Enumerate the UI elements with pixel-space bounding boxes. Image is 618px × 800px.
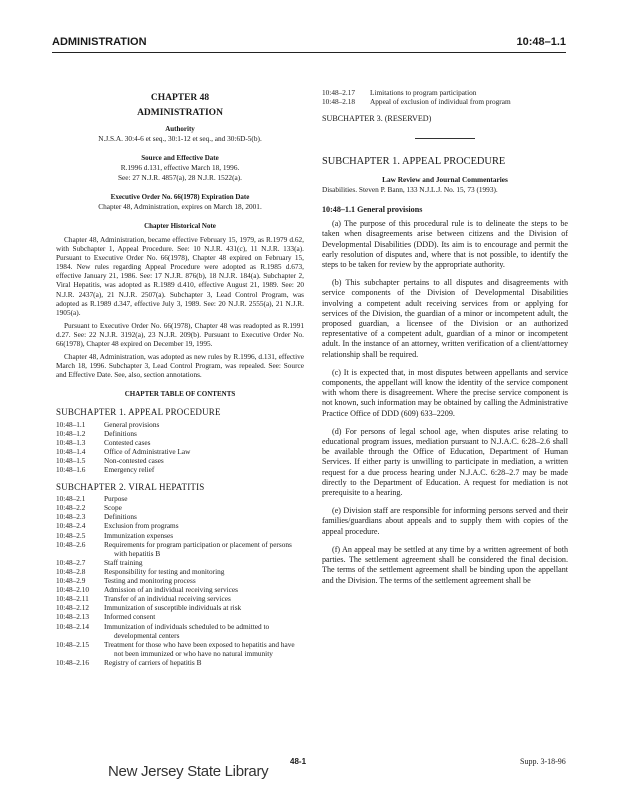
left-column xyxy=(56,88,304,667)
toc-entry-title: Contested cases xyxy=(104,437,151,447)
toc-entry-number: 10:48–2.2 xyxy=(56,503,86,513)
toc-entry-title: Immunization of individuals scheduled to be admitted to developmental centers xyxy=(104,621,270,640)
toc-entry-number: 10:48–1.2 xyxy=(56,428,86,438)
toc-entry-number: 10:48–2.11 xyxy=(56,594,89,604)
toc-entry xyxy=(56,594,304,603)
toc-entry xyxy=(56,612,304,621)
subchapter-3-title: SUBCHAPTER 3. (RESERVED) xyxy=(322,114,432,124)
toc-entry-title: Requirements for program participation or placement of persons with hepatitis B xyxy=(104,539,292,558)
toc-entry-number: 10:48–1.1 xyxy=(56,419,86,429)
running-header xyxy=(52,36,566,53)
toc-entry-title: Exclusion from programs xyxy=(104,521,179,531)
toc-entry-number: 10:48–2.1 xyxy=(56,494,86,504)
subchapter-1-title: SUBCHAPTER 1. APPEAL PROCEDURE xyxy=(56,407,221,418)
right-column xyxy=(322,88,568,586)
toc-entry xyxy=(56,503,304,512)
authority-label: Authority xyxy=(165,125,195,134)
toc-entry xyxy=(56,540,304,558)
toc-entry xyxy=(56,658,304,667)
law-review-text: Disabilities. Steven P. Bann, 133 N.J.L.J. No. 15, 73 (1993). xyxy=(322,184,498,194)
toc-entry xyxy=(56,576,304,585)
toc-entry-number: 10:48–2.8 xyxy=(56,566,86,576)
toc-entry xyxy=(56,456,304,465)
toc-entry-number: 10:48–2.9 xyxy=(56,576,86,586)
source-text-1: R.1996 d.131, effective March 18, 1996. xyxy=(120,163,240,173)
toc-entry-number: 10:48–1.6 xyxy=(56,465,86,474)
toc-entry xyxy=(56,521,304,530)
toc-entry xyxy=(56,465,304,474)
page-number: 48-1 xyxy=(290,757,307,766)
toc-entry-title: Informed consent xyxy=(104,612,156,622)
toc-entry-number: 10:48–2.6 xyxy=(56,539,86,549)
toc-entry xyxy=(56,420,304,429)
history-paragraph-2: Pursuant to Executive Order No. 66(1978), Chapter 48 was readopted as R.1991 d.27. See: 22 N.J.R. 3192(a), 23 N.J.R. 209(b). Pursuant to Executive Order No. 66(1978), Chapter 48 expired on December 19, 1995. xyxy=(56,320,304,348)
toc-entry-number: 10:48–2.12 xyxy=(56,603,90,613)
toc-entry-title: Testing and monitoring process xyxy=(104,576,196,586)
toc-entry-number: 10:48–2.13 xyxy=(56,612,90,622)
source-label: Source and Effective Date xyxy=(141,154,219,163)
toc-entry xyxy=(56,622,304,640)
authority-text: N.J.S.A. 30:4-6 et seq., 30:1-12 et seq., and 30:6D-5(b). xyxy=(98,134,262,144)
paragraph-c: (c) It is expected that, in most disputes between appellants and service components, the appellant will know the identity of the service component with whom there is disagreement. Where the precise service component is not known, such information may be obtained by calling the Administrative Practice Office of DDD (609) 633–2209. xyxy=(322,367,568,418)
toc-entry-number: 10:48–2.7 xyxy=(56,557,86,567)
toc-entry-number: 10:48–2.14 xyxy=(56,621,90,631)
toc-entry-title: Limitations to program participation xyxy=(370,88,477,97)
toc-entry xyxy=(56,447,304,456)
paragraph-d: (d) For persons of legal school age, when disputes arise relating to educational program issues, mediation pursuant to N.J.A.C. 6:28–2.6 shall be available through the Office of Education, Department of Human Services. If either party is unwilling to participate in mediation, a written request for a due process hearing under N.J.A.C. 6:28–2.7 may be made directly to the Department of Education. A request for mediation is not prerequisite to a hearing. xyxy=(322,426,568,498)
toc-entry xyxy=(322,97,568,106)
toc-entry-number: 10:48–1.5 xyxy=(56,455,86,465)
toc-entry-title: Treatment for those who have been exposed to hepatitis and have not been immunized or who have no natural immunity xyxy=(104,639,295,658)
paragraph-a: (a) The purpose of this procedural rule is to delineate the steps to be taken when disagreements arise between citizens and the Division of Developmental Disabilities (DDD). Its aim is to encourage and permit the early resolution of disputes and, where that is not possible, to identify the steps to be taken for review by the appropriate authority. xyxy=(322,219,568,270)
toc-entry xyxy=(56,640,304,658)
paragraph-b: (b) This subchapter pertains to all disputes and disagreements with service components of the Division of Developmental Disabilities involving a competent adult receiving services from or applying for services of the Division, the guardian of a minor or incompetent adult, the proposed guardian, a licensee of the Division or an authorized representative of a competent adult, guardian of a minor or incompetent adult. In the instance of an attorney, written verification of a client/attorney relationship shall be required. xyxy=(322,278,568,359)
toc-entry xyxy=(322,88,568,97)
toc-entry-title: Immunization expenses xyxy=(104,530,174,540)
toc-entry xyxy=(56,512,304,521)
history-label: Chapter Historical Note xyxy=(144,221,216,230)
toc-entry xyxy=(56,603,304,612)
divider xyxy=(415,138,475,139)
toc-entry-title: Office of Administrative Law xyxy=(104,446,191,456)
toc-entry-number: 10:48–2.17 xyxy=(322,88,356,97)
header-title: ADMINISTRATION xyxy=(52,36,147,48)
law-review-label: Law Review and Journal Commentaries xyxy=(382,174,508,184)
toc-entry-number: 10:48–2.4 xyxy=(56,521,86,531)
toc-entry-title: Purpose xyxy=(104,494,128,504)
exec-order-text: Chapter 48, Administration, expires on March 18, 2001. xyxy=(98,201,262,211)
toc-entry xyxy=(56,567,304,576)
toc-entry-title: Emergency relief xyxy=(104,465,155,474)
toc-label: CHAPTER TABLE OF CONTENTS xyxy=(124,390,236,399)
toc-entry xyxy=(56,494,304,503)
toc-entry-number: 10:48–2.16 xyxy=(56,657,90,667)
toc-entry-title: Registry of carriers of hepatitis B xyxy=(104,657,202,667)
subchapter-1-heading: SUBCHAPTER 1. APPEAL PROCEDURE xyxy=(322,156,506,168)
toc-entry-title: Definitions xyxy=(104,428,137,438)
toc-entry-title: Transfer of an individual receiving services xyxy=(104,594,231,604)
toc-entry-title: Immunization of susceptible individuals at risk xyxy=(104,603,242,613)
toc-entry-title: Non-contested cases xyxy=(104,455,164,465)
header-section: 10:48–1.1 xyxy=(516,36,566,48)
toc-entry xyxy=(56,558,304,567)
subchapter-2-list xyxy=(56,494,304,667)
chapter-title: ADMINISTRATION xyxy=(137,108,223,119)
history-paragraph-1: Chapter 48, Administration, became effective February 15, 1979, as R.1979 d.62, with Subchapter 1, Appeal Procedure. See: 10 N.J.R. 431(c), 11 N.J.R. 133(a). Pursuant to Executive Order No. 66(1978), Chapter 48 expired on February 15, 1984. New rules regarding Appeal Procedure were adopted as R.1985 d.673, effective January 21, 1986. See: 17 N.J.R. 876(b), 18 N.J.R. 184(a). Subchapter 2, Viral Hepatitis, was adopted as R.1989 d.410, effective August 21, 1989. See: 20 N.J.R. 2437(a), 21 N.J.R. 2507(a). Subchapter 3, Lead Control Program, was adopted as R.1989 d.347, effective July 3, 1989. See: 20 N.J.R. 2555(a), 21 N.J.R. 1905(a). xyxy=(56,234,304,317)
toc-continued-list xyxy=(322,88,568,106)
toc-entry-title: General provisions xyxy=(104,419,160,429)
toc-entry-title: Definitions xyxy=(104,512,137,522)
library-stamp: New Jersey State Library xyxy=(108,763,269,780)
toc-entry-title: Scope xyxy=(104,503,122,513)
exec-order-label: Executive Order No. 66(1978) Expiration Date xyxy=(110,192,250,201)
toc-entry-number: 10:48–2.5 xyxy=(56,530,86,540)
toc-entry xyxy=(56,585,304,594)
subchapter-1-list xyxy=(56,420,304,475)
toc-entry xyxy=(56,429,304,438)
toc-entry-title: Appeal of exclusion of individual from program xyxy=(370,97,511,107)
chapter-number: CHAPTER 48 xyxy=(150,93,210,103)
toc-entry-title: Staff training xyxy=(104,557,143,567)
toc-entry xyxy=(56,531,304,540)
history-paragraph-3: Chapter 48, Administration, was adopted as new rules by R.1996, d.131, effective March 18, 1996. Subchapter 3, Lead Control Program, was repealed. See: Source and Effective Date. See, also, section annotations. xyxy=(56,352,304,380)
paragraph-e: (e) Division staff are responsible for informing persons served and their families/guardians about appeals and to supply them with copies of the appeal procedure. xyxy=(322,506,568,536)
supplement-date: Supp. 3-18-96 xyxy=(520,757,566,766)
toc-entry-number: 10:48–1.3 xyxy=(56,437,86,447)
toc-entry-number: 10:48–2.18 xyxy=(322,97,356,107)
paragraph-f: (f) An appeal may be settled at any time by a written agreement of both parties. The settlement agreement shall be considered the final decision. The terms of the settlement agreement shall be binding upon the appellant and the Division. The terms of the settlement agreement shall be xyxy=(322,544,568,585)
toc-entry-number: 10:48–2.3 xyxy=(56,512,86,522)
toc-entry-number: 10:48–2.10 xyxy=(56,585,90,595)
toc-entry-title: Responsibility for testing and monitoring xyxy=(104,566,225,576)
toc-entry-number: 10:48–2.15 xyxy=(56,639,90,649)
subchapter-2-title: SUBCHAPTER 2. VIRAL HEPATITIS xyxy=(56,482,205,493)
toc-entry xyxy=(56,438,304,447)
source-text-2: See: 27 N.J.R. 4857(a), 28 N.J.R. 1522(a). xyxy=(117,172,243,182)
toc-entry-number: 10:48–1.4 xyxy=(56,446,86,456)
toc-entry-title: Admission of an individual receiving services xyxy=(104,585,238,595)
section-heading: 10:48–1.1 General provisions xyxy=(322,205,423,214)
